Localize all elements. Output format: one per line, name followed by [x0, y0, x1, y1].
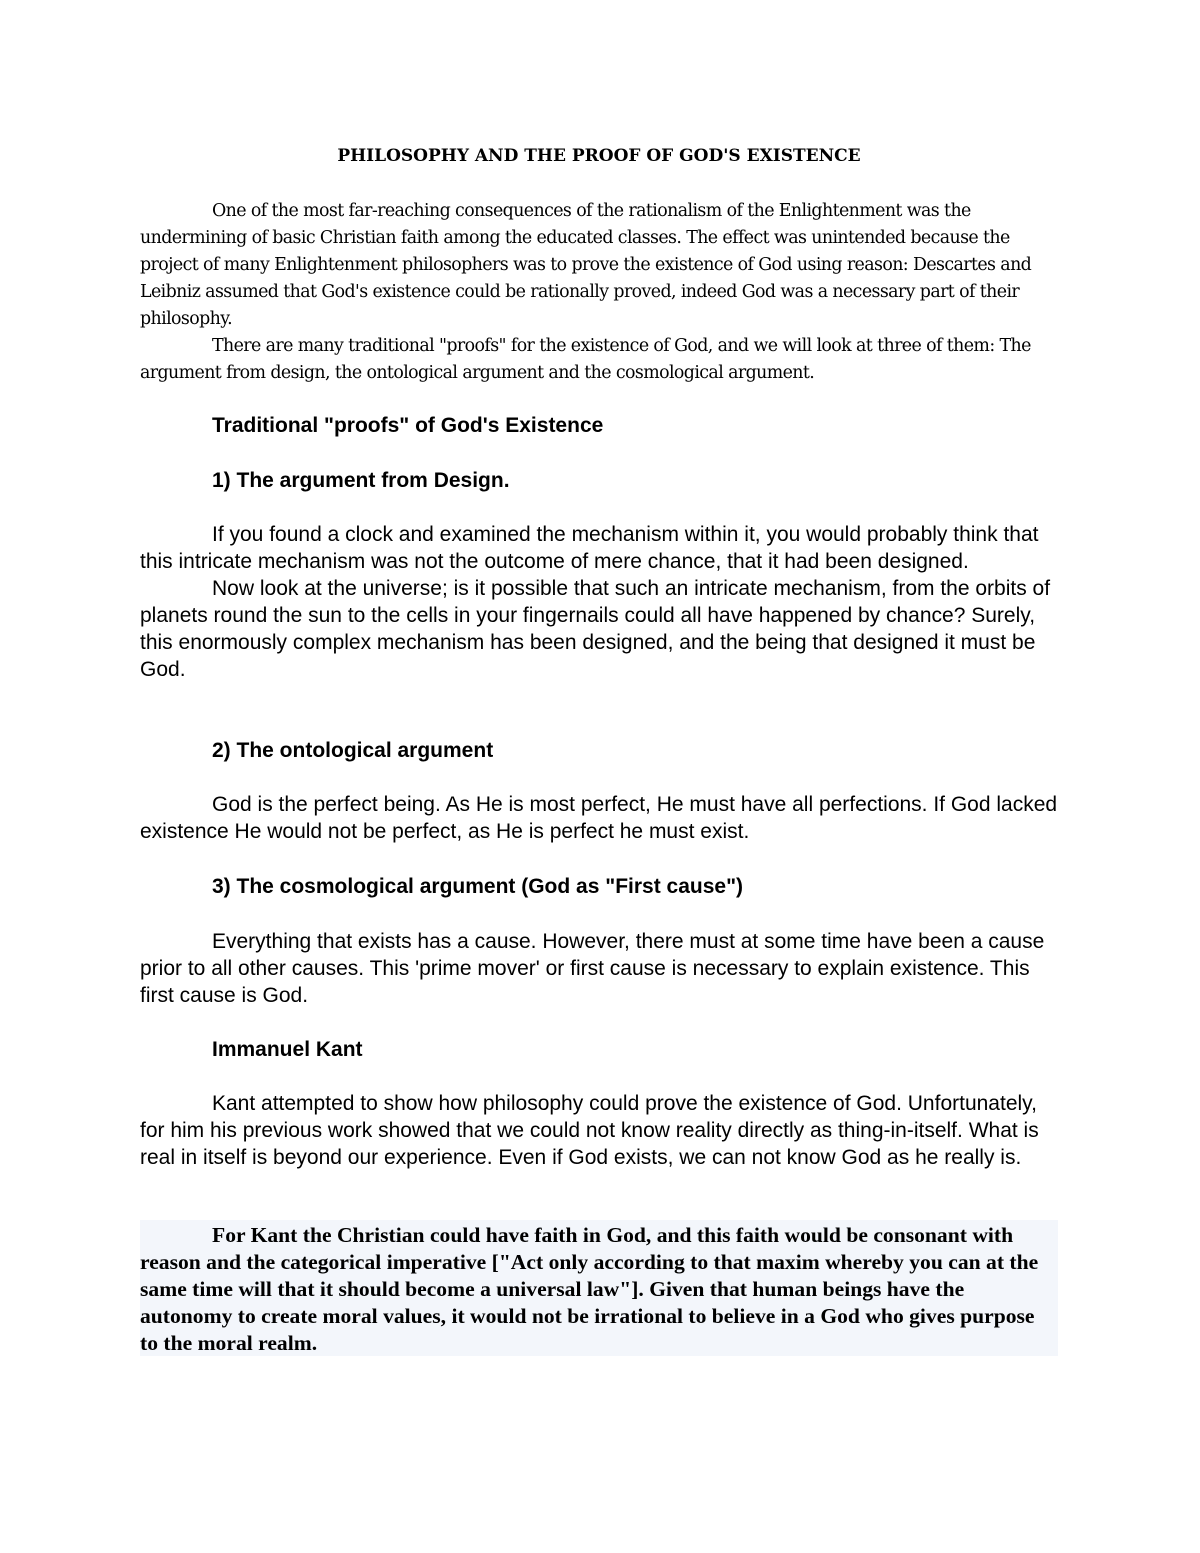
- design-section: [140, 521, 1065, 683]
- design-paragraph: Now look at the universe; is it possible that such an intricate mechanism, from the orbits of planets round the sun to the cells in your fingernails could all have happened by chance? Surely, this enormously complex mechanism has been designed, and the being that designed it must be God.: [140, 577, 1051, 681]
- conclusion-paragraph: For Kant the Christian could have faith in God, and this faith would be consonant with reason and the categorical imperative ["Act only according to that maxim whereby you can at the same time will that it should become a universal law"]. Given that human beings have the autonomy to create moral values, it would not be irrational to believe in a God who gives purpose to the moral realm.: [140, 1223, 1039, 1355]
- kant-heading: Immanuel Kant: [212, 1038, 363, 1061]
- ontological-section: [140, 791, 1065, 845]
- traditional-proofs-heading: Traditional "proofs" of God's Existence: [212, 414, 604, 437]
- design-paragraph: If you found a clock and examined the mechanism within it, you would probably think that this intricate mechanism was not the outcome of mere chance, that it had been designed.: [140, 523, 1039, 573]
- intro-paragraph: There are many traditional "proofs" for the existence of God, and we will look at three of them: The argument from design, the ontological argument and the cosmological argument.: [140, 336, 1031, 383]
- cosmological-section: [140, 928, 1065, 1009]
- conclusion-section: [140, 1222, 1056, 1357]
- cosmological-paragraph: Everything that exists has a cause. However, there must at some time have been a cause prior to all other causes. This 'prime mover' or first cause is necessary to explain existence. This first cause is God.: [140, 930, 1045, 1007]
- ontological-paragraph: God is the perfect being. As He is most perfect, He must have all perfections. If God lacked existence He would not be perfect, as He is perfect he must exist.: [140, 793, 1058, 843]
- kant-paragraph: Kant attempted to show how philosophy could prove the existence of God. Unfortunately, for him his previous work showed that we could not know reality directly as thing-in-itself. What is real in itself is beyond our experience. Even if God exists, we can not know God as he really is.: [140, 1092, 1039, 1169]
- cosmological-heading: 3) The cosmological argument (God as "First cause"): [212, 875, 744, 898]
- intro-paragraph: One of the most far-reaching consequences of the rationalism of the Enlightenment was the undermining of basic Christian faith among the educated classes. The effect was unintended because the project of many Enlightenment philosophers was to prove the existence of God using reason: Descartes and Leibniz assumed that God's existence could be rationally proved, indeed God was a necessary part of their philosophy.: [140, 201, 1032, 329]
- ontological-heading: 2) The ontological argument: [212, 739, 494, 762]
- design-heading: 1) The argument from Design.: [212, 469, 510, 492]
- intro-section: [140, 198, 1066, 387]
- page-title: PHILOSOPHY AND THE PROOF OF GOD'S EXISTENCE: [337, 146, 861, 166]
- kant-section: [140, 1090, 1065, 1171]
